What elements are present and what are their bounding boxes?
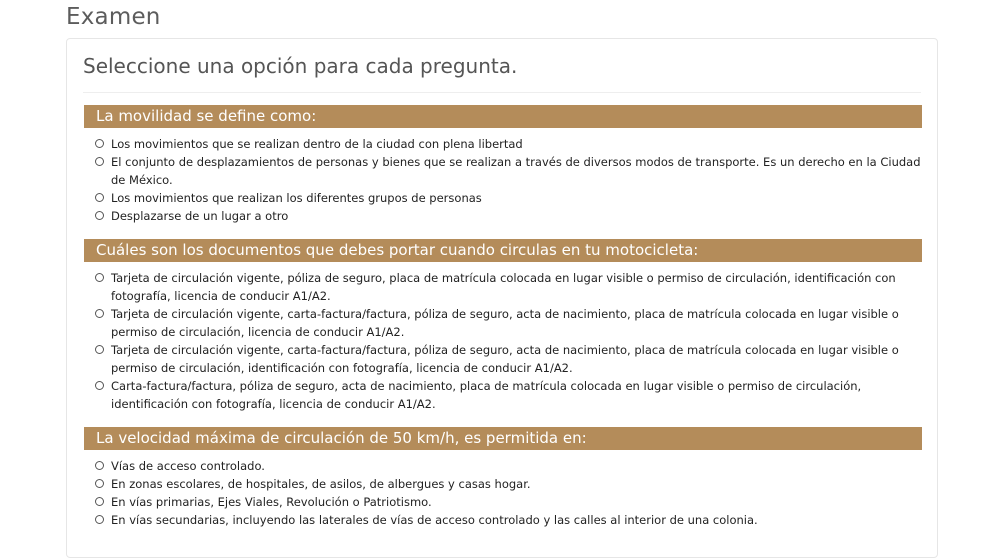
question-1-option-4[interactable] (95, 207, 925, 225)
question-3-option-4[interactable] (95, 511, 925, 529)
question-2-option-1[interactable] (95, 269, 925, 305)
radio-button[interactable] (95, 139, 104, 148)
radio-button[interactable] (95, 479, 104, 488)
option-label: Tarjeta de circulación vigente, póliza de seguro, placa de matrícula colocada en lugar visible o permiso de circulación, identificación con fotografía, licencia de conducir A1/A2. (111, 271, 896, 303)
question-1-title: La movilidad se define como: (84, 105, 922, 128)
question-1-option-1[interactable] (95, 135, 925, 153)
option-label: Tarjeta de circulación vigente, carta-factura/factura, póliza de seguro, acta de nacimiento, placa de matrícula colocada en lugar visible o permiso de circulación, licencia de conducir A1/A2. (111, 307, 899, 339)
option-label: Tarjeta de circulación vigente, carta-factura/factura, póliza de seguro, acta de nacimiento, placa de matrícula colocada en lugar visible o permiso de circulación, identificación con fotografía, licencia de conducir A1/A2. (111, 343, 899, 375)
radio-button[interactable] (95, 309, 104, 318)
radio-button[interactable] (95, 515, 104, 524)
option-label: Vías de acceso controlado. (111, 459, 265, 473)
radio-button[interactable] (95, 345, 104, 354)
card-divider (83, 92, 921, 93)
radio-button[interactable] (95, 273, 104, 282)
question-2-option-2[interactable] (95, 305, 925, 341)
option-label: En vías secundarias, incluyendo las laterales de vías de acceso controlado y las calles al interior de una colonia. (111, 513, 758, 527)
radio-button[interactable] (95, 211, 104, 220)
question-2-title: Cuáles son los documentos que debes portar cuando circulas en tu motocicleta: (84, 239, 922, 262)
card-header: Seleccione una opción para cada pregunta. (83, 54, 518, 78)
question-2-option-3[interactable] (95, 341, 925, 377)
option-label: Carta-factura/factura, póliza de seguro, acta de nacimiento, placa de matrícula colocada en lugar visible o permiso de circulación, identificación con fotografía, licencia de conducir A1/A2. (111, 379, 862, 411)
question-1-option-2[interactable] (95, 153, 925, 189)
option-label: El conjunto de desplazamientos de personas y bienes que se realizan a través de diversos modos de transporte. Es un derecho en la Ciudad de México. (111, 155, 921, 187)
option-label: En vías primarias, Ejes Viales, Revolución o Patriotismo. (111, 495, 432, 509)
question-1-option-3[interactable] (95, 189, 925, 207)
radio-button[interactable] (95, 381, 104, 390)
option-label: Los movimientos que realizan los diferentes grupos de personas (111, 191, 482, 205)
option-label: Desplazarse de un lugar a otro (111, 209, 289, 223)
question-2-option-4[interactable] (95, 377, 925, 413)
option-label: Los movimientos que se realizan dentro de la ciudad con plena libertad (111, 137, 523, 151)
radio-button[interactable] (95, 497, 104, 506)
radio-button[interactable] (95, 157, 104, 166)
question-3-option-2[interactable] (95, 475, 925, 493)
page-title: Examen (66, 4, 161, 30)
question-3-option-3[interactable] (95, 493, 925, 511)
radio-button[interactable] (95, 461, 104, 470)
option-label: En zonas escolares, de hospitales, de asilos, de albergues y casas hogar. (111, 477, 531, 491)
question-3-title: La velocidad máxima de circulación de 50 km/h, es permitida en: (84, 427, 922, 450)
radio-button[interactable] (95, 193, 104, 202)
question-3-option-1[interactable] (95, 457, 925, 475)
